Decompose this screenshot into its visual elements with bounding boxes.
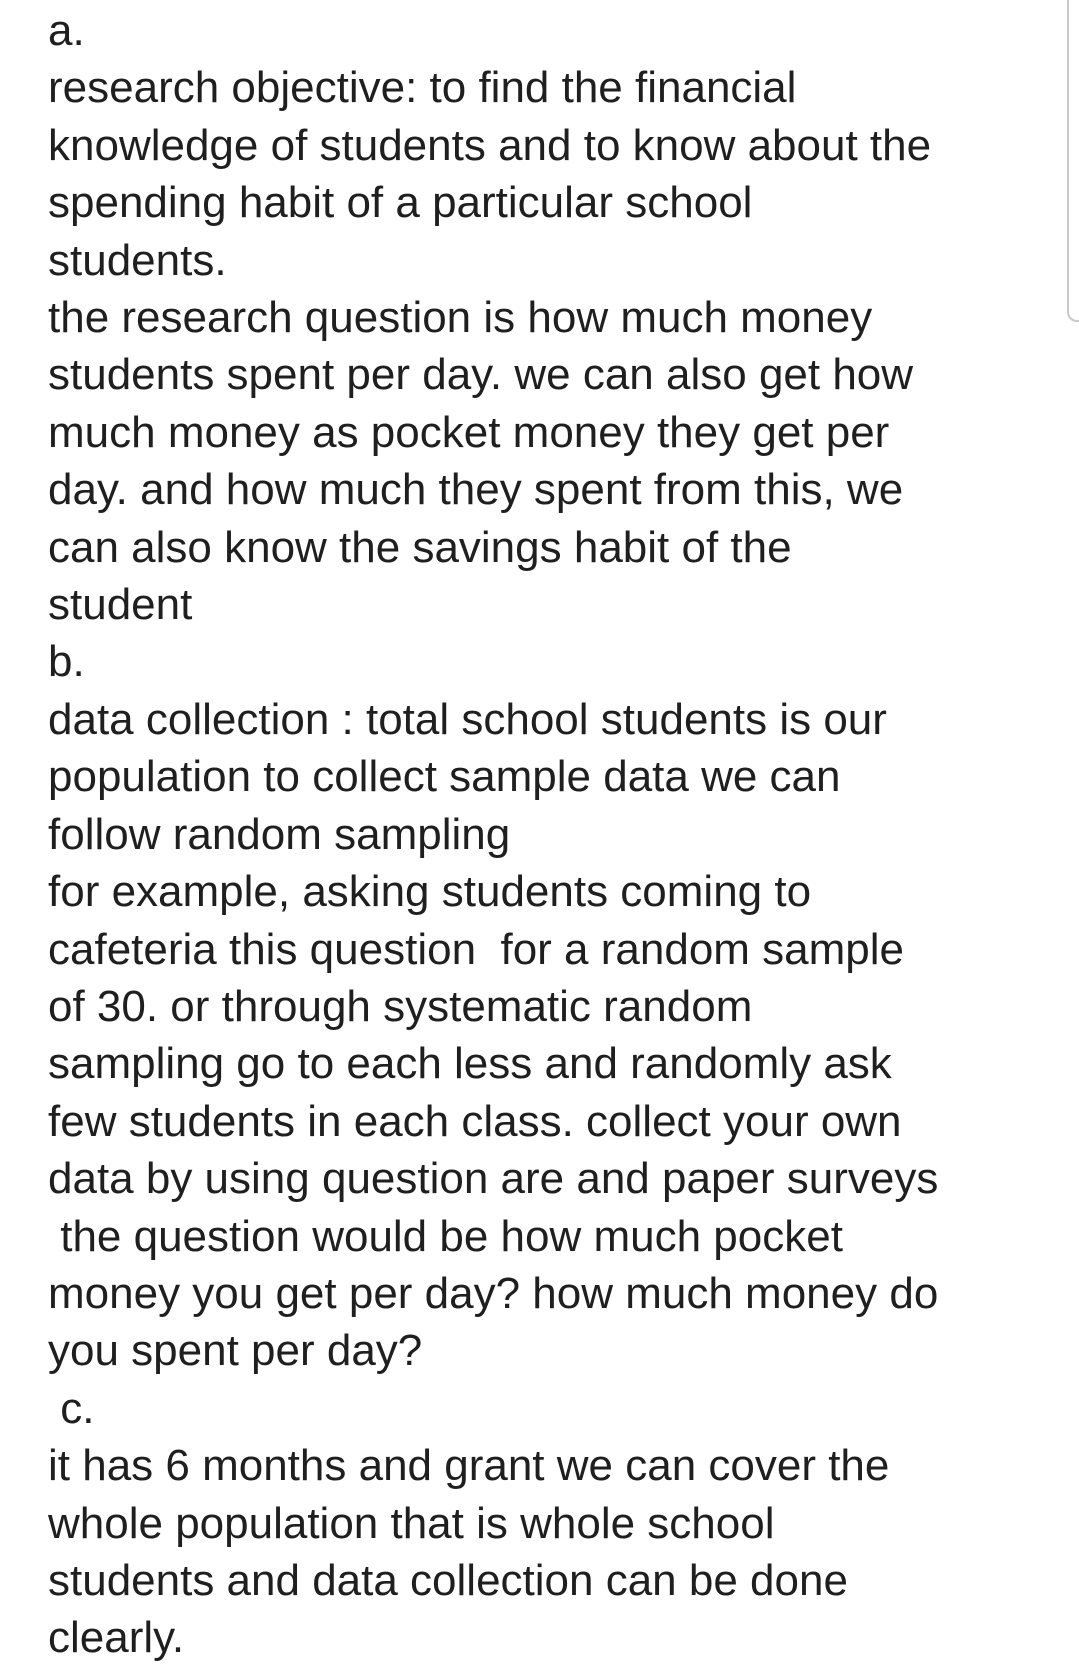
text-line: whole population that is whole school — [48, 1498, 775, 1548]
text-line: cafeteria this question for a random sample — [48, 924, 905, 974]
text-line: population to collect sample data we can — [48, 752, 841, 802]
section-label-c: c. — [48, 1383, 95, 1433]
text-line: data by using question are and paper surveys — [48, 1154, 939, 1204]
text-line: student — [48, 580, 193, 630]
text-line: clearly. — [48, 1613, 185, 1663]
text-line: of 30. or through systematic random — [48, 981, 753, 1031]
text-line: can also know the savings habit of the — [48, 522, 792, 572]
text-line: research objective: to find the financial — [48, 63, 797, 113]
text-line: money you get per day? how much money do — [48, 1268, 939, 1318]
text-line: much money as pocket money they get per — [48, 407, 890, 457]
text-line: data collection : total school students is our — [48, 694, 887, 744]
scrollbar-handle[interactable] — [1067, 0, 1079, 322]
text-line: sampling go to each less and randomly ask — [48, 1039, 892, 1089]
text-line: spending habit of a particular school — [48, 178, 753, 228]
text-line: you spent per day? — [48, 1326, 423, 1376]
text-line: few students in each class. collect your own — [48, 1096, 902, 1146]
section-label-a: a. — [48, 6, 85, 55]
text-line: for example, asking students coming to — [48, 867, 812, 917]
text-line: the research question is how much money — [48, 293, 873, 343]
text-line: it has 6 months and grant we can cover the — [48, 1441, 890, 1491]
text-line: the question would be how much pocket — [48, 1211, 843, 1261]
text-line: students and data collection can be done — [48, 1555, 848, 1605]
text-line: students. — [48, 235, 227, 285]
document-text — [48, 2, 1058, 1667]
section-label-b: b. — [48, 637, 85, 687]
text-line: students spent per day. we can also get how — [48, 350, 914, 400]
text-line: day. and how much they spent from this, we — [48, 465, 904, 515]
text-line: knowledge of students and to know about the — [48, 120, 932, 170]
text-line: follow random sampling — [48, 809, 511, 859]
